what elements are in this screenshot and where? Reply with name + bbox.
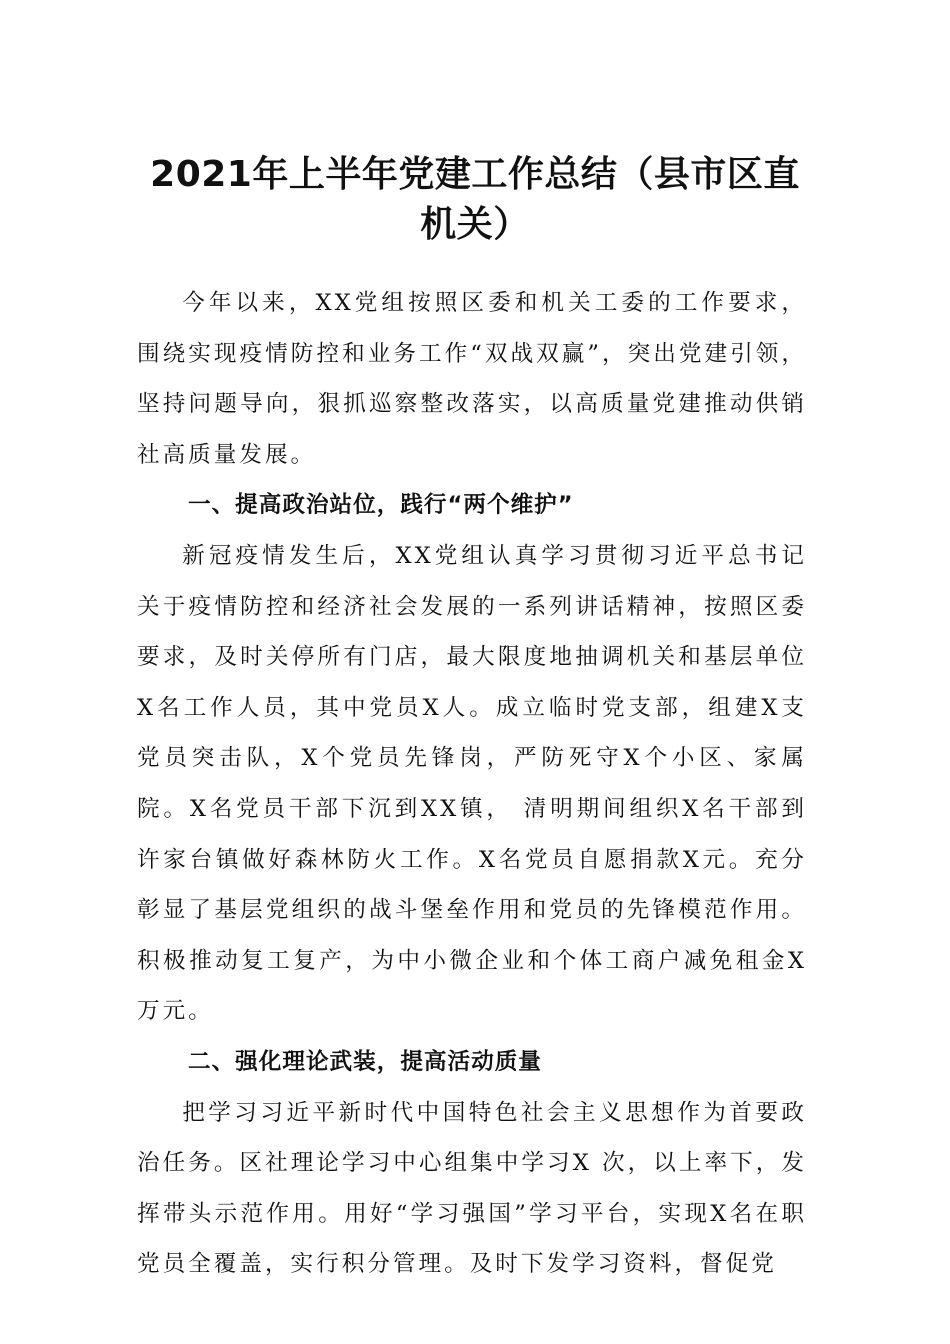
intro-paragraph: 今年以来，XX党组按照区委和机关工委的工作要求，围绕实现疫情防控和业务工作“双战双赢”，突出党建引领，坚持问题导向，狠抓巡察整改落实，以高质量党建推动供销社高质量发展。 (137, 290, 807, 468)
document-body (137, 278, 807, 1290)
section-paragraph-1: 新冠疫情发生后，XX党组认真学习贯彻习近平总书记关于疫情防控和经济社会发展的一系列讲话精神，按照区委要求，及时关停所有门店，最大限度地抽调机关和基层单位X名工作人员，其中党员X人。成立临时党支部，组建X支党员突击队，X个党员先锋岗，严防死守X个小区、家属院。X名党员干部下沉到XX镇， 清明期间组织X名干部到许家台镇做好森林防火工作。X名党员自愿捐款X元。充分彰显了基层党组织的战斗堡垒作用和党员的先锋模范作用。积极推动复工复产，为中小微企业和个体工商户减免租金X万元。 (137, 542, 807, 1025)
section-paragraph-2: 把学习习近平新时代中国特色社会主义思想作为首要政治任务。区社理论学习中心组集中学习X 次，以上率下，发挥带头示范作用。用好“学习强国”学习平台，实现X名在职党员全覆盖，实行积分管理。及时下发学习资料，督促党 (137, 1099, 807, 1278)
section-heading-1: 一、提高政治站位，践行“两个维护” (188, 492, 574, 519)
section-heading-2: 二、强化理论武装，提高活动质量 (188, 1048, 542, 1075)
document-title: 2021年上半年党建工作总结（县市区直机关） (150, 154, 800, 245)
